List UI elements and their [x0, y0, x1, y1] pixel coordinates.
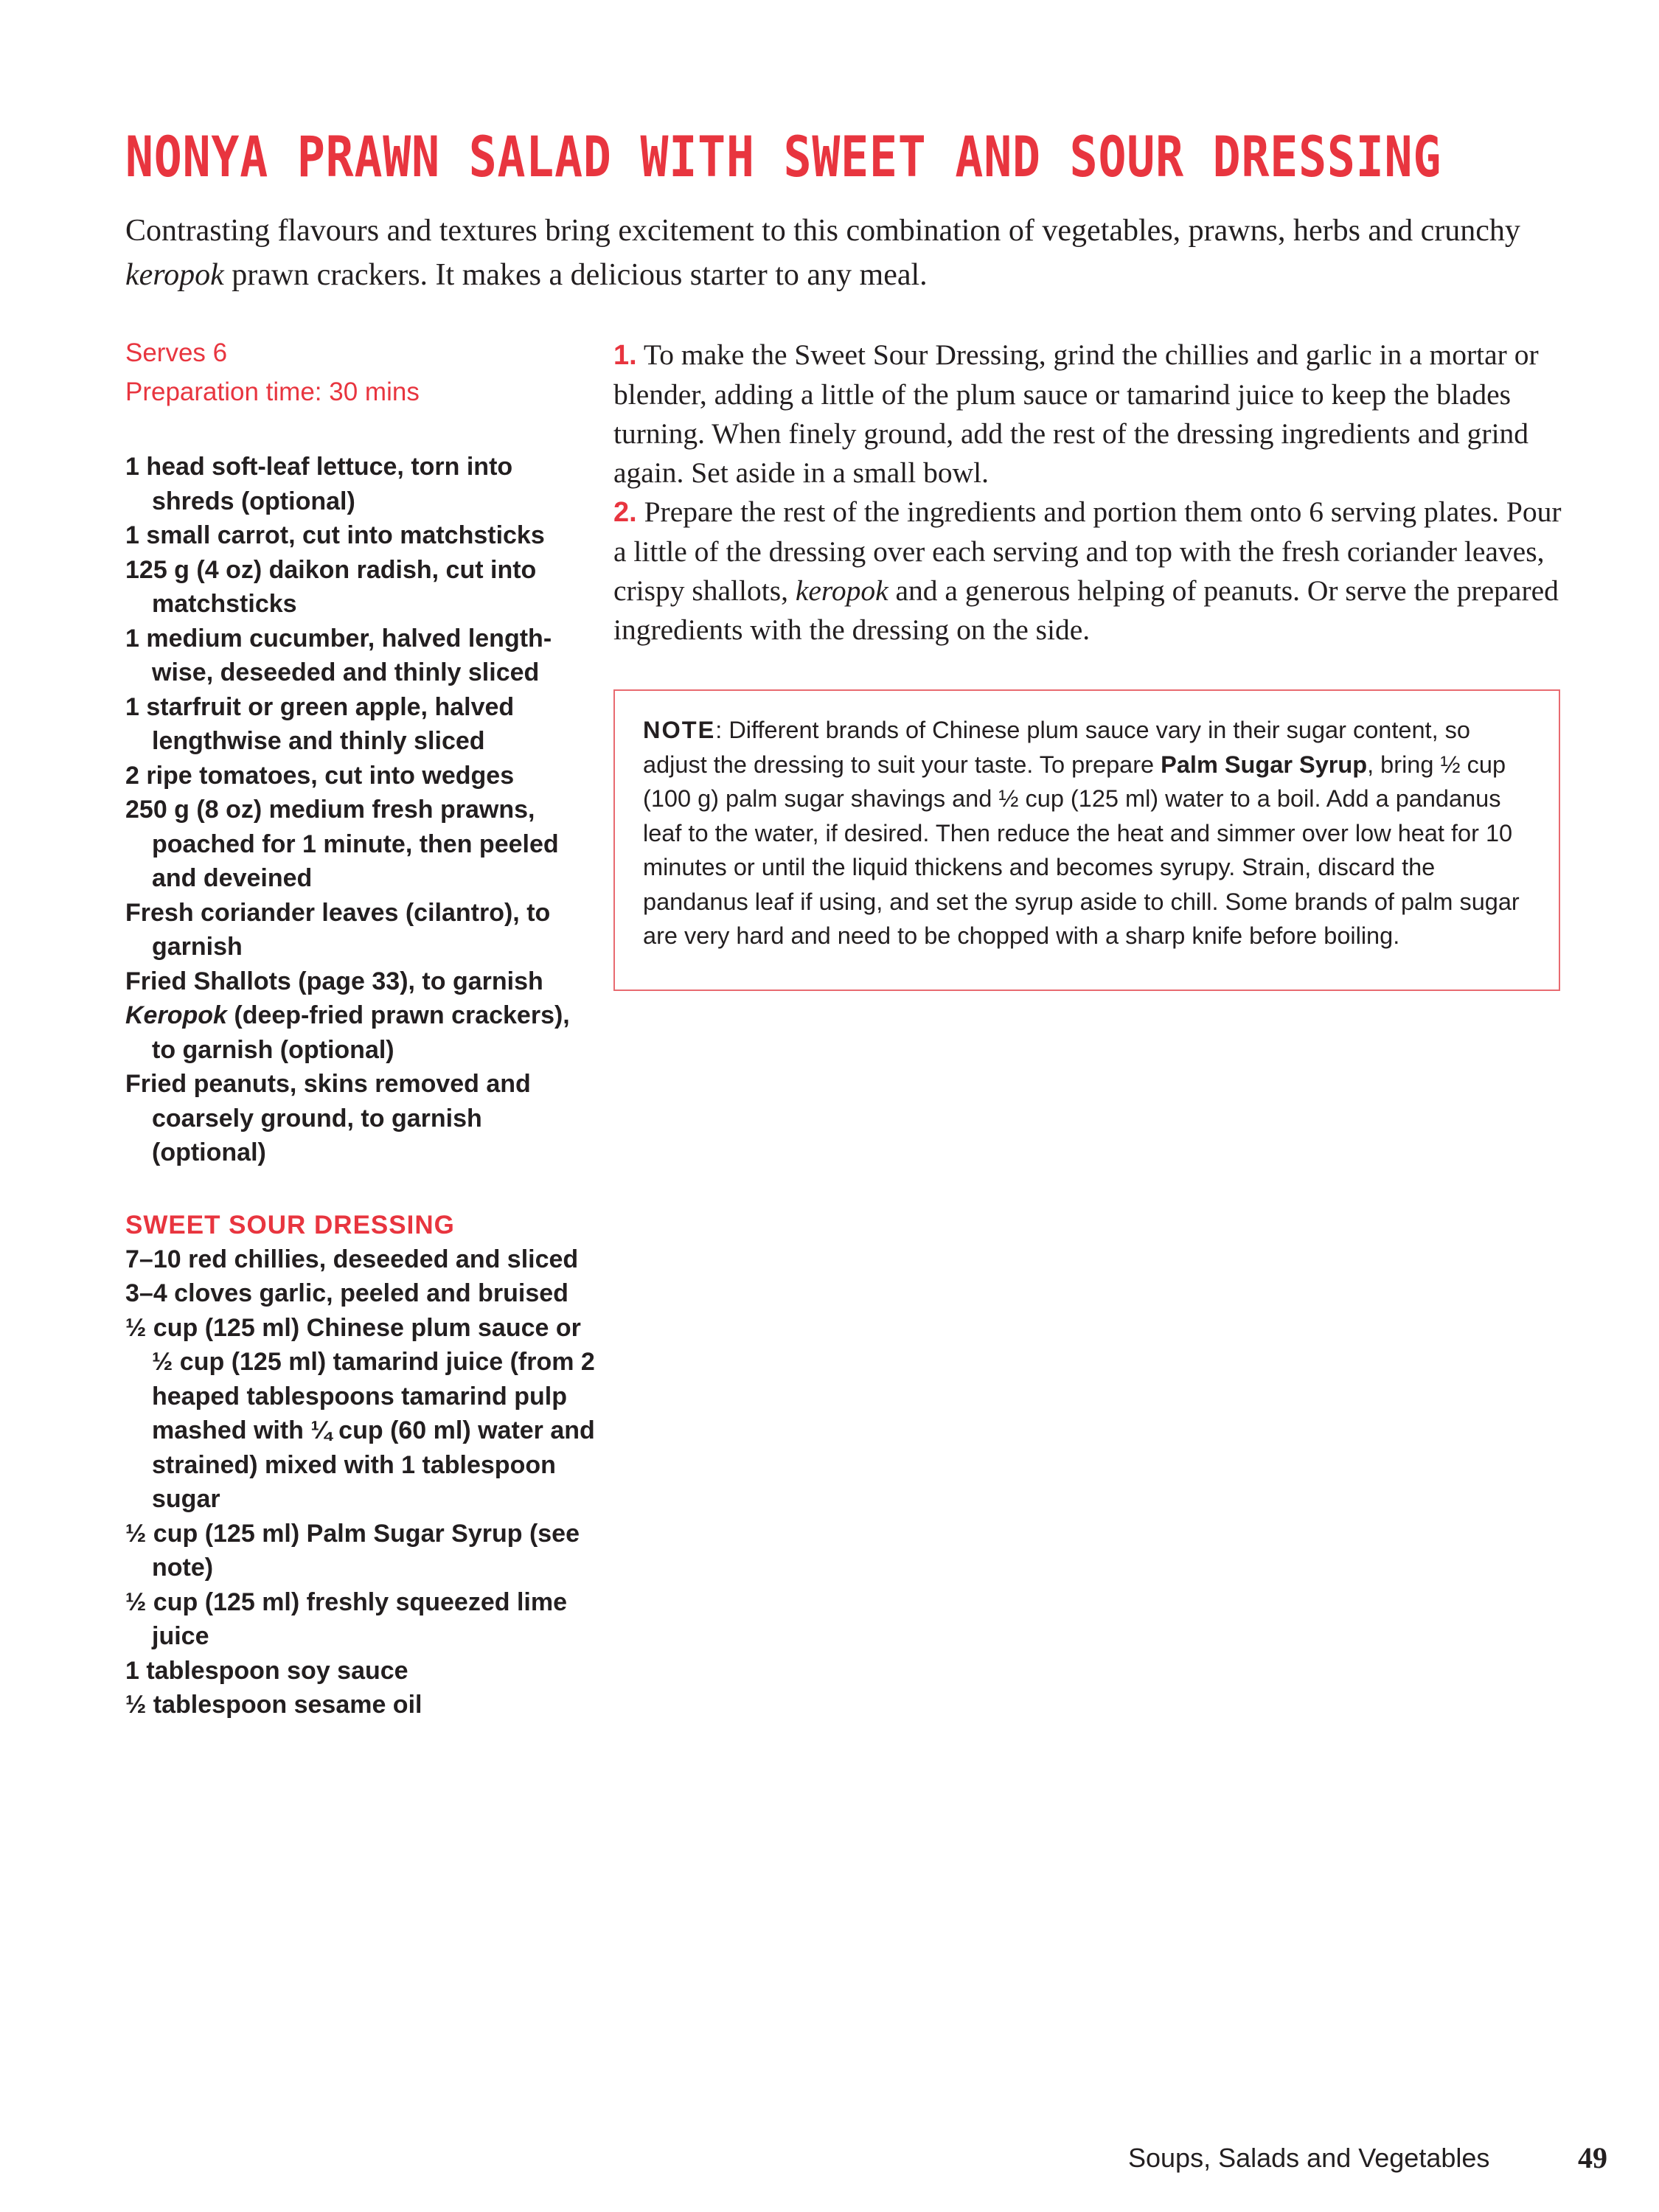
recipe-intro	[125, 209, 1571, 297]
step-number: 1.	[613, 340, 637, 371]
list-item: 1 medium cucumber, halved lengthwise, deseeded and thinly sliced	[125, 624, 552, 686]
list-item: Fried Shallots (page 33), to garnish	[125, 967, 543, 995]
step-text-end: and a generous helping of peanuts. Or serve the prepared ingredients with the dressing on the side.	[613, 574, 1559, 646]
step-number: 2.	[613, 497, 637, 528]
ingredient-list	[125, 450, 597, 1170]
ingredients-column	[125, 333, 597, 1722]
step-2	[613, 493, 1565, 650]
note-text: : Different brands of Chinese plum sauce vary in their sugar content, so adjust the dressing to suit your taste. To prepare	[643, 717, 1470, 778]
prep-time	[125, 372, 597, 411]
list-item	[125, 998, 597, 1067]
footer-section-title: Soups, Salads and Vegetables	[1128, 2143, 1490, 2173]
list-item: ½ cup (125 ml) Chinese plum sauce or ½ cup (125 ml) tamarind juice (from 2 heaped tablespoons tamarind pulp mashed with ¼ cup (60 ml) water and strained) mixed with 1 tablespoon sugar	[125, 1313, 595, 1513]
list-item: ½ tablespoon sesame oil	[125, 1691, 422, 1719]
list-item: 1 small carrot, cut into matchsticks	[125, 521, 545, 549]
list-item: 125 g (4 oz) daikon radish, cut into matchsticks	[125, 555, 537, 618]
step-1	[613, 335, 1565, 493]
recipe-title: NONYA PRAWN SALAD WITH SWEET AND SOUR DRESSING	[125, 124, 1442, 189]
list-item: 7–10 red chillies, deseeded and sliced	[125, 1245, 579, 1273]
list-item: Fresh coriander leaves (cilantro), to garnish	[125, 898, 551, 961]
keropok-text: (deep-fried prawn crackers), to garnish (optional)	[152, 1001, 570, 1064]
method-column	[613, 335, 1565, 650]
list-item: 2 ripe tomatoes, cut into wedges	[125, 761, 515, 790]
list-item: Fried peanuts, skins removed and coarsely ground, to garnish (optional)	[125, 1070, 531, 1166]
prep-time-label: Preparation time:	[125, 378, 322, 406]
list-item: 1 starfruit or green apple, halved lengthwise and thinly sliced	[125, 692, 515, 755]
keropok-italic: Keropok	[125, 1001, 227, 1029]
intro-text: Contrasting flavours and textures bring excitement to this combination of vegetables, prawns, herbs and crunchy	[125, 214, 1520, 248]
note-text-end: , bring ½ cup (100 g) palm sugar shavings and ½ cup (125 ml) water to a boil. Add a pandanus leaf to the water, if desired. Then reduce the heat and simmer over low heat for 10 minutes or until the liquid thickens and becomes syrupy. Strain, discard the pandanus leaf if using, and set the syrup aside to chill. Some brands of palm sugar are very hard and need to be chopped with a sharp knife before boiling.	[643, 751, 1520, 949]
dressing-list	[125, 1242, 597, 1722]
list-item: 250 g (8 oz) medium fresh prawns, poached for 1 minute, then peeled and deveined	[125, 796, 559, 892]
note-label: NOTE	[643, 717, 716, 743]
dressing-heading: SWEET SOUR DRESSING	[125, 1210, 455, 1239]
intro-italic: keropok	[125, 258, 224, 292]
list-item: 3–4 cloves garlic, peeled and bruised	[125, 1279, 568, 1307]
intro-text-end: prawn crackers. It makes a delicious starter to any meal.	[223, 258, 928, 292]
step-italic: keropok	[795, 574, 888, 607]
note-box	[613, 689, 1560, 991]
list-item: 1 head soft-leaf lettuce, torn into shreds (optional)	[125, 453, 513, 515]
page-number: 49	[1578, 2141, 1607, 2174]
step-text: To make the Sweet Sour Dressing, grind the chillies and garlic in a mortar or blender, adding a little of the plum sauce or tamarind juice to keep the blades turning. When finely ground, add the rest of the dressing ingredients and grind again. Set aside in a small bowl.	[613, 338, 1539, 489]
list-item: ½ cup (125 ml) Palm Sugar Syrup (see note)	[125, 1519, 580, 1582]
step-text: Prepare the rest of the ingredients and portion them onto 6 serving plates. Pour a little of the dressing over each serving and top with the fresh coriander leaves, crispy shallots,	[613, 495, 1562, 607]
list-item: ½ cup (125 ml) freshly squeezed lime juice	[125, 1587, 568, 1650]
prep-time-value: 30 mins	[329, 378, 420, 406]
note-bold: Palm Sugar Syrup	[1161, 751, 1368, 778]
list-item: 1 tablespoon soy sauce	[125, 1656, 408, 1685]
serves: Serves 6	[125, 338, 228, 367]
